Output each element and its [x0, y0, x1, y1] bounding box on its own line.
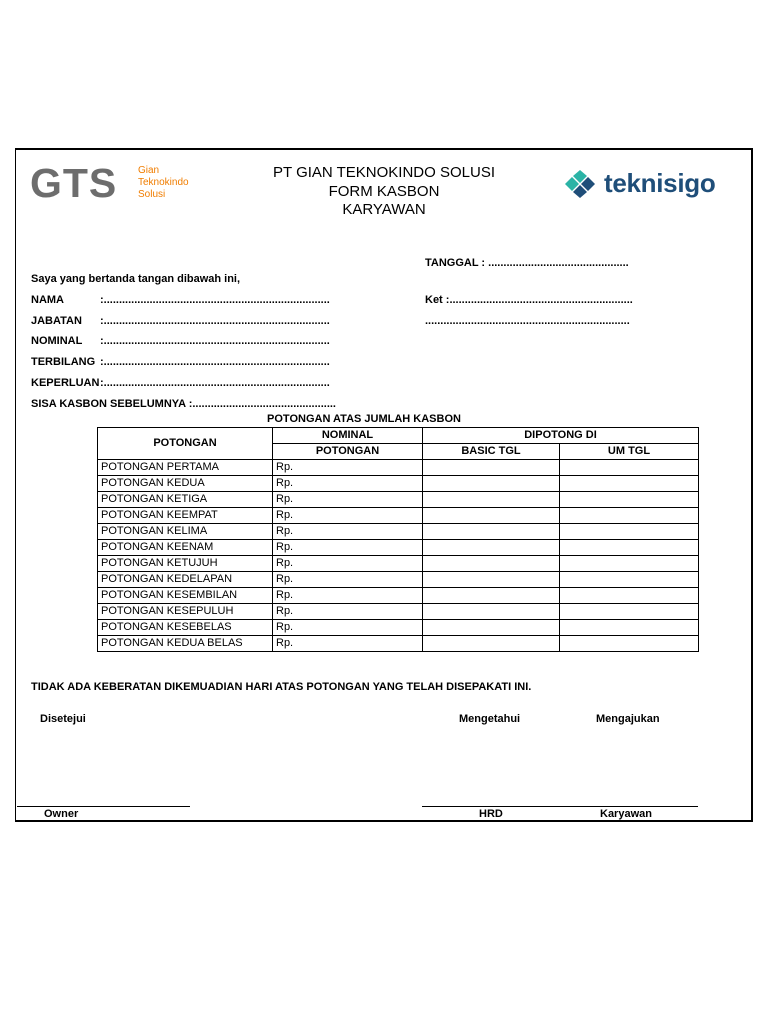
- ket-field[interactable]: Ket :............................................................: [425, 294, 633, 306]
- row-label: POTONGAN KEDELAPAN: [98, 572, 273, 588]
- row-label: POTONGAN KESEMBILAN: [98, 588, 273, 604]
- tanggal-field[interactable]: TANGGAL : ..............................................: [425, 257, 629, 269]
- um-tgl-cell[interactable]: [560, 636, 699, 652]
- basic-tgl-cell[interactable]: [423, 588, 560, 604]
- um-tgl-cell[interactable]: [560, 604, 699, 620]
- nominal-cell[interactable]: Rp.: [273, 636, 423, 652]
- table-row: [98, 460, 699, 476]
- owner-label: Owner: [44, 808, 79, 820]
- basic-tgl-cell[interactable]: [423, 460, 560, 476]
- form-subject: KARYAWAN: [342, 201, 426, 218]
- subheader-um-tgl: UM TGL: [560, 444, 699, 460]
- jabatan-field[interactable]: :..........................................................................: [100, 315, 330, 327]
- nominal-cell[interactable]: Rp.: [273, 588, 423, 604]
- row-label: POTONGAN PERTAMA: [98, 460, 273, 476]
- table-row: [98, 636, 699, 652]
- karyawan-label: Karyawan: [600, 808, 652, 820]
- nominal-cell[interactable]: Rp.: [273, 572, 423, 588]
- table-row: [98, 476, 699, 492]
- nominal-cell[interactable]: Rp.: [273, 460, 423, 476]
- table-row: [98, 508, 699, 524]
- um-tgl-cell[interactable]: [560, 556, 699, 572]
- nominal-label: NOMINAL: [31, 335, 83, 347]
- terbilang-label: TERBILANG: [31, 356, 96, 368]
- gts-logo-subtitle: Gian Teknokindo Solusi: [138, 165, 189, 200]
- statement-text: TIDAK ADA KEBERATAN DIKEMUADIAN HARI ATAS POTONGAN YANG TELAH DISEPAKATI INI.: [31, 681, 532, 693]
- row-label: POTONGAN KETIGA: [98, 492, 273, 508]
- um-tgl-cell[interactable]: [560, 620, 699, 636]
- hrd-karyawan-signature-line[interactable]: [422, 806, 698, 807]
- row-label: POTONGAN KEENAM: [98, 540, 273, 556]
- table-row: [98, 620, 699, 636]
- terbilang-field[interactable]: :..........................................................................: [100, 356, 330, 368]
- row-label: POTONGAN KESEPULUH: [98, 604, 273, 620]
- row-label: POTONGAN KEDUA: [98, 476, 273, 492]
- basic-tgl-cell[interactable]: [423, 604, 560, 620]
- owner-signature-line[interactable]: [17, 806, 190, 807]
- um-tgl-cell[interactable]: [560, 460, 699, 476]
- header-potongan: POTONGAN: [98, 428, 273, 460]
- company-name: PT GIAN TEKNOKINDO SOLUSI: [273, 164, 495, 181]
- table-row: [98, 588, 699, 604]
- header-dipotong: DIPOTONG DI: [423, 428, 699, 444]
- form-title: FORM KASBON: [328, 183, 440, 200]
- keperluan-field[interactable]: :..........................................................................: [100, 377, 330, 389]
- row-label: POTONGAN KETUJUH: [98, 556, 273, 572]
- um-tgl-cell[interactable]: [560, 508, 699, 524]
- basic-tgl-cell[interactable]: [423, 540, 560, 556]
- um-tgl-cell[interactable]: [560, 524, 699, 540]
- table-caption: POTONGAN ATAS JUMLAH KASBON: [267, 413, 461, 425]
- potongan-table: [97, 427, 699, 652]
- row-label: POTONGAN KELIMA: [98, 524, 273, 540]
- mengajukan-label: Mengajukan: [596, 713, 660, 725]
- teknisigo-logo-icon: [563, 170, 599, 198]
- table-row: [98, 556, 699, 572]
- subheader-basic-tgl: BASIC TGL: [423, 444, 560, 460]
- basic-tgl-cell[interactable]: [423, 572, 560, 588]
- um-tgl-cell[interactable]: [560, 572, 699, 588]
- um-tgl-cell[interactable]: [560, 476, 699, 492]
- header-nominal: NOMINAL: [273, 428, 423, 444]
- disetejui-label: Disetejui: [40, 713, 86, 725]
- table-row: [98, 524, 699, 540]
- nominal-cell[interactable]: Rp.: [273, 524, 423, 540]
- table-header-row: [98, 428, 699, 444]
- um-tgl-cell[interactable]: [560, 540, 699, 556]
- sisa-kasbon-field[interactable]: SISA KASBON SEBELUMNYA :...............................................: [31, 398, 336, 410]
- hrd-label: HRD: [479, 808, 503, 820]
- nominal-cell[interactable]: Rp.: [273, 476, 423, 492]
- row-label: POTONGAN KESEBELAS: [98, 620, 273, 636]
- row-label: POTONGAN KEEMPAT: [98, 508, 273, 524]
- basic-tgl-cell[interactable]: [423, 556, 560, 572]
- table-row: [98, 540, 699, 556]
- table-row: [98, 604, 699, 620]
- subheader-potongan: POTONGAN: [273, 444, 423, 460]
- table-body: [98, 460, 699, 652]
- nominal-cell[interactable]: Rp.: [273, 492, 423, 508]
- nominal-cell[interactable]: Rp.: [273, 604, 423, 620]
- nama-field[interactable]: :..........................................................................: [100, 294, 330, 306]
- keperluan-label: KEPERLUAN: [31, 377, 100, 389]
- basic-tgl-cell[interactable]: [423, 524, 560, 540]
- nominal-cell[interactable]: Rp.: [273, 540, 423, 556]
- basic-tgl-cell[interactable]: [423, 508, 560, 524]
- basic-tgl-cell[interactable]: [423, 636, 560, 652]
- nominal-field[interactable]: :..........................................................................: [100, 335, 330, 347]
- gts-logo-word: GTS: [30, 160, 118, 206]
- row-label: POTONGAN KEDUA BELAS: [98, 636, 273, 652]
- nominal-cell[interactable]: Rp.: [273, 620, 423, 636]
- nama-label: NAMA: [31, 294, 64, 306]
- nominal-cell[interactable]: Rp.: [273, 556, 423, 572]
- basic-tgl-cell[interactable]: [423, 492, 560, 508]
- um-tgl-cell[interactable]: [560, 588, 699, 604]
- um-tgl-cell[interactable]: [560, 492, 699, 508]
- table-row: [98, 492, 699, 508]
- basic-tgl-cell[interactable]: [423, 620, 560, 636]
- ket-field-line2[interactable]: ...................................................................: [425, 315, 630, 327]
- intro-text: Saya yang bertanda tangan dibawah ini,: [31, 273, 241, 285]
- basic-tgl-cell[interactable]: [423, 476, 560, 492]
- jabatan-label: JABATAN: [31, 315, 82, 327]
- nominal-cell[interactable]: Rp.: [273, 508, 423, 524]
- table-row: [98, 572, 699, 588]
- mengetahui-label: Mengetahui: [459, 713, 521, 725]
- teknisigo-logo-word: teknisigo: [604, 168, 716, 198]
